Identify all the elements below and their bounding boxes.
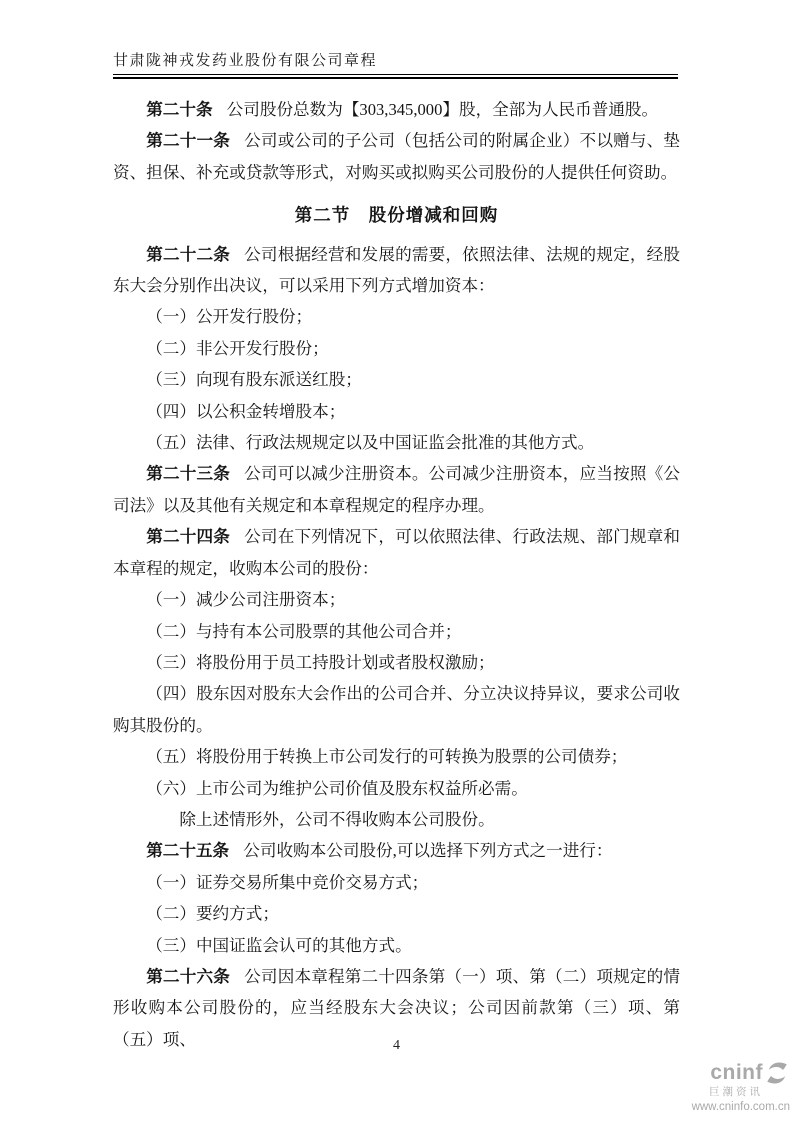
document-title: 甘肃陇神戎发药业股份有限公司章程 (113, 53, 378, 69)
paragraph: 第二十二条 公司根据经营和发展的需要，依照法律、法规的规定，经股东大会分别作出决议，可以采用下列方式增加资本： (113, 244, 681, 296)
paragraph: 第二十六条 公司因本章程第二十四条第（一）项、第（二）项规定的情形收购本公司股份的，应当经股东大会决议；公司因前款第（三）项、第（五）项、 (113, 966, 681, 1049)
article-number: 第二十四条 (146, 527, 231, 547)
page-header (113, 49, 678, 79)
article-number: 第二十一条 (146, 131, 231, 151)
section-heading: 第二节 股份增减和回购 (294, 205, 499, 226)
paragraph: 第二十五条 公司收购本公司股份,可以选择下列方式之一进行： (146, 841, 613, 861)
list-item: （四）以公积金转增股本； (146, 401, 346, 421)
list-item: （六）上市公司为维护公司价值及股东权益所必需。 (146, 778, 528, 798)
cninfo-caption: 巨潮资讯 (709, 1086, 763, 1098)
list-item: （三）中国证监会认可的其他方式。 (146, 935, 412, 955)
paragraph: 第二十三条 公司可以减少注册资本。公司减少注册资本，应当按照《公司法》以及其他有关规定和本章程规定的程序办理。 (113, 464, 681, 515)
article-number: 第二十三条 (146, 464, 231, 484)
cninfo-logo-text: cninf (710, 1061, 763, 1084)
list-item: （三）将股份用于员工持股计划或者股权激励； (146, 652, 495, 672)
paragraph: 第二十条 公司股份总数为【303,345,000】股，全部为人民币普通股。 (146, 100, 659, 119)
document-body (113, 94, 680, 1055)
paragraph: 第二十四条 公司在下列情况下，可以依照法律、行政法规、部门规章和本章程的规定，收购本公司的股份： (113, 527, 681, 578)
list-item: （二）要约方式； (146, 904, 279, 924)
list-item: （五）将股份用于转换上市公司发行的可转换为股票的公司债券； (146, 747, 628, 767)
list-item: （一）公开发行股份； (146, 307, 313, 327)
article-number: 第二十五条 (146, 841, 230, 861)
cninfo-swirl-icon (764, 1060, 790, 1086)
cninfo-logo-row (650, 1060, 790, 1086)
paragraph: 除上述情形外，公司不得收购本公司股份。 (179, 809, 495, 829)
list-item: （一）减少公司注册资本； (146, 590, 346, 610)
list-item: （二）与持有本公司股票的其他公司合并； (146, 621, 462, 641)
cninfo-url: www.cninfo.com.cn (691, 1101, 790, 1113)
paragraph: 第二十一条 公司或公司的子公司（包括公司的附属企业）不以赠与、垫资、担保、补充或贷款等形式，对购买或拟购买公司股份的人提供任何资助。 (113, 131, 681, 182)
article-number: 第二十二条 (146, 244, 231, 264)
header-rule (113, 74, 678, 79)
list-item: （二）非公开发行股份； (146, 338, 329, 358)
cninfo-logo (650, 1060, 790, 1113)
article-number: 第二十条 (146, 100, 213, 119)
list-item: （五）法律、行政法规规定以及中国证监会批准的其他方式。 (146, 433, 595, 453)
page-number: 4 (393, 1038, 400, 1053)
list-item: （三）向现有股东派送红股； (146, 370, 362, 390)
article-number: 第二十六条 (146, 966, 231, 986)
list-item: （四）股东因对股东大会作出的公司合并、分立决议持异议，要求公司收购其股份的。 (113, 684, 680, 735)
list-item: （一）证券交易所集中竞价交易方式； (146, 872, 429, 892)
